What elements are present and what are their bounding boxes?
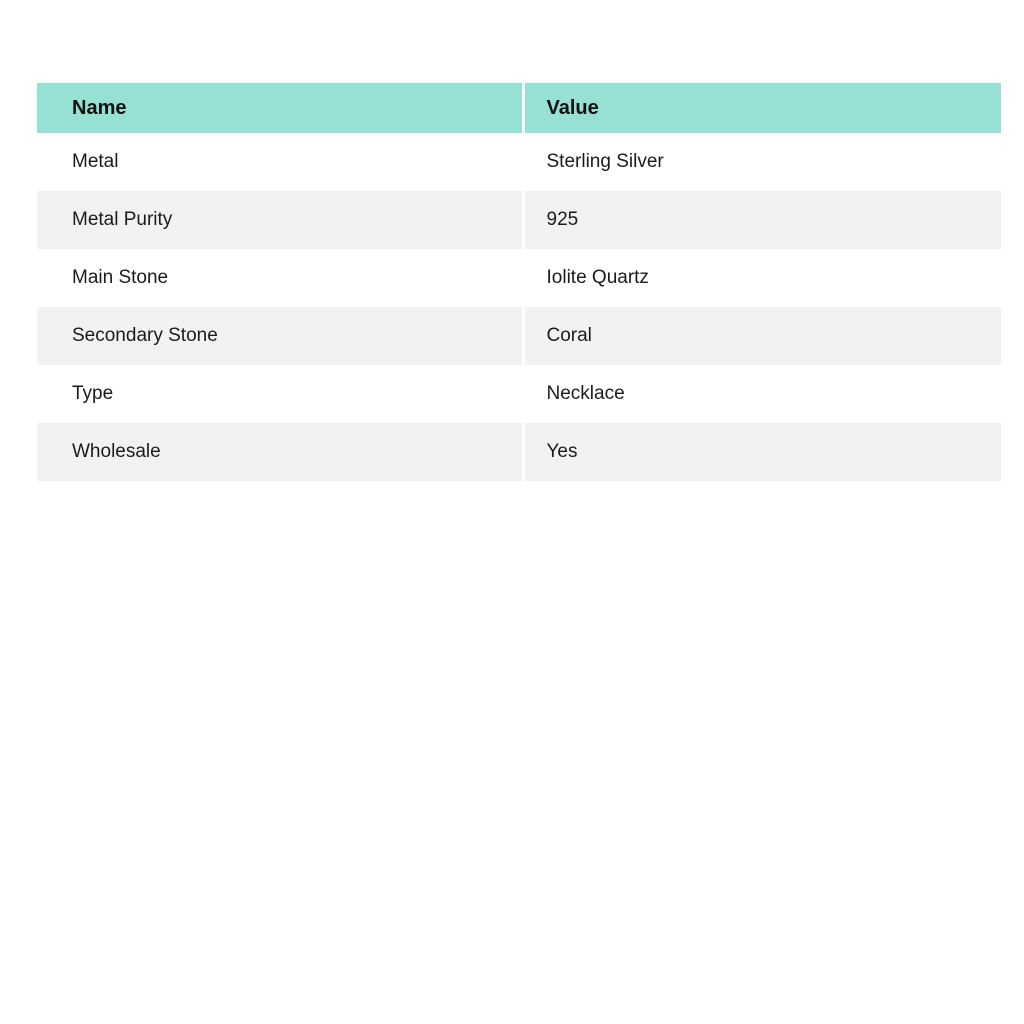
table-body — [37, 133, 1001, 481]
attribute-value-cell: Yes — [523, 423, 1001, 481]
table-row — [37, 423, 1001, 481]
attribute-name-cell: Type — [37, 365, 523, 423]
attribute-value-cell: Sterling Silver — [523, 133, 1001, 191]
header-row — [37, 83, 1001, 133]
table-row — [37, 191, 1001, 249]
product-attributes-table — [37, 83, 1001, 481]
attribute-value-cell: Necklace — [523, 365, 1001, 423]
attribute-value-cell: Coral — [523, 307, 1001, 365]
attribute-name-cell: Metal Purity — [37, 191, 523, 249]
attribute-name-cell: Wholesale — [37, 423, 523, 481]
attribute-name-cell: Metal — [37, 133, 523, 191]
attribute-name-cell: Secondary Stone — [37, 307, 523, 365]
column-header-value: Value — [523, 83, 1001, 133]
table-row — [37, 365, 1001, 423]
attribute-name-cell: Main Stone — [37, 249, 523, 307]
attribute-value-cell: 925 — [523, 191, 1001, 249]
table-row — [37, 133, 1001, 191]
table-row — [37, 249, 1001, 307]
attribute-value-cell: Iolite Quartz — [523, 249, 1001, 307]
column-header-name: Name — [37, 83, 523, 133]
table-row — [37, 307, 1001, 365]
